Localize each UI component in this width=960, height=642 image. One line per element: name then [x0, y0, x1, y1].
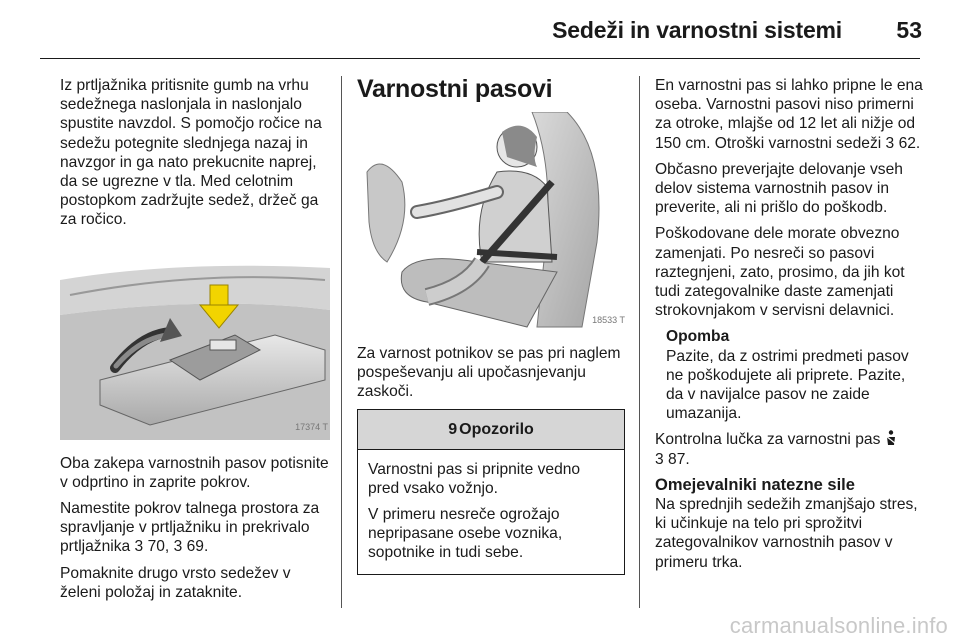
seat-lever-figure	[60, 240, 330, 440]
seat-lever-illustration	[60, 240, 330, 440]
note-title: Opomba	[666, 328, 730, 346]
paragraph: Iz prtljažnika pritisnite gumb na vrhu sedežnega naslonjala in naslonjalo spustite navzdol. S pomočjo ročice na sedežu potegnite slednjega nazaj in navzgor in ga nato prekucnite naprej, da se ugrezne v tla. Med celotnim postopkom zadržujte sedež, držeč ga za ročico.	[60, 77, 322, 229]
section-heading: Varnostni pasovi	[357, 75, 553, 103]
subheading: Omejevalniki natezne sile	[655, 475, 855, 494]
warning-title: Opozorilo	[459, 420, 534, 438]
note-text: Pazite, da z ostrimi predmeti pasov ne poškodujete ali priprete. Pazite, da v navijalce pasov ne zaide umazanija.	[666, 347, 909, 423]
paragraph: Občasno preverjajte delovanje vseh delov sistema varnostnih pasov in preverite, ali ni prišlo do poškodb.	[655, 160, 903, 217]
note-block	[655, 327, 923, 423]
column-3	[655, 76, 923, 579]
paragraph: Za varnost potnikov se pas pri naglem pospeševanju ali upočasnjevanju zaskoči.	[357, 345, 621, 401]
figure-code: 17374 T	[295, 422, 328, 433]
seatbelt-warning-icon	[885, 430, 897, 446]
paragraph: En varnostni pas si lahko pripne le ena oseba. Varnostni pasovi niso primerni za otroke, mlajše od 12 let ali nižje od 150 cm. Otroški varnostni sedeži 3 62.	[655, 77, 923, 152]
paragraph: Oba zakepa varnostnih pasov potisnite v odprtino in zaprite pokrov.	[60, 454, 329, 491]
page-ref-icon[interactable]: 3	[655, 450, 664, 468]
section-title: Sedeži in varnostni sistemi	[552, 17, 842, 43]
paragraph: Poškodovane dele morate obvezno zamenjati. Po nesreči so pasovi raztegnjeni, zato, prosimo, da jih kot tudi zategovalnike daste zamenjati strokovnjakom v servisni delavnici.	[655, 225, 905, 320]
page-ref-icon[interactable]: 3	[173, 538, 183, 556]
seatbelt-figure	[357, 112, 627, 332]
column-divider-1	[341, 76, 342, 608]
paragraph: V primeru nesreče ogrožajo nepripasane osebe voznika, sopotnike in tudi sebe.	[368, 506, 563, 562]
warning-triangle-icon: 9	[448, 420, 458, 438]
paragraph: Pomaknite drugo vrsto sedežev v želeni položaj in zataknite.	[60, 564, 291, 601]
paragraph: Na sprednjih sedežih zmanjšajo stres, ki učinkuje na telo pri sprožitvi zategovalnikov varnostnih pasov v primeru trka.	[655, 496, 918, 571]
page-ref-icon[interactable]: 3	[885, 134, 895, 152]
column-divider-2	[639, 76, 640, 608]
warning-body	[358, 450, 624, 574]
column-1	[60, 76, 330, 609]
warning-box	[357, 409, 625, 575]
page-ref-icon[interactable]: 3	[134, 538, 144, 556]
header-rule	[40, 58, 920, 59]
paragraph: Namestite pokrov talnega prostora za spravljanje v prtljažniku in prekrivalo prtljažnika 3 70, 3 69.	[60, 500, 320, 556]
page-number: 53	[896, 17, 922, 43]
paragraph: Kontrolna lučka za varnostni pas 3 87.	[655, 430, 923, 468]
driver-seatbelt-illustration	[357, 112, 627, 332]
figure-code: 18533 T	[592, 314, 625, 325]
page-header	[0, 0, 960, 58]
warning-header	[358, 410, 624, 450]
watermark: carmanualsonline.info	[729, 613, 948, 638]
column-2	[357, 76, 625, 575]
paragraph: Varnostni pas si pripnite vedno pred vsako vožnjo.	[368, 460, 581, 497]
